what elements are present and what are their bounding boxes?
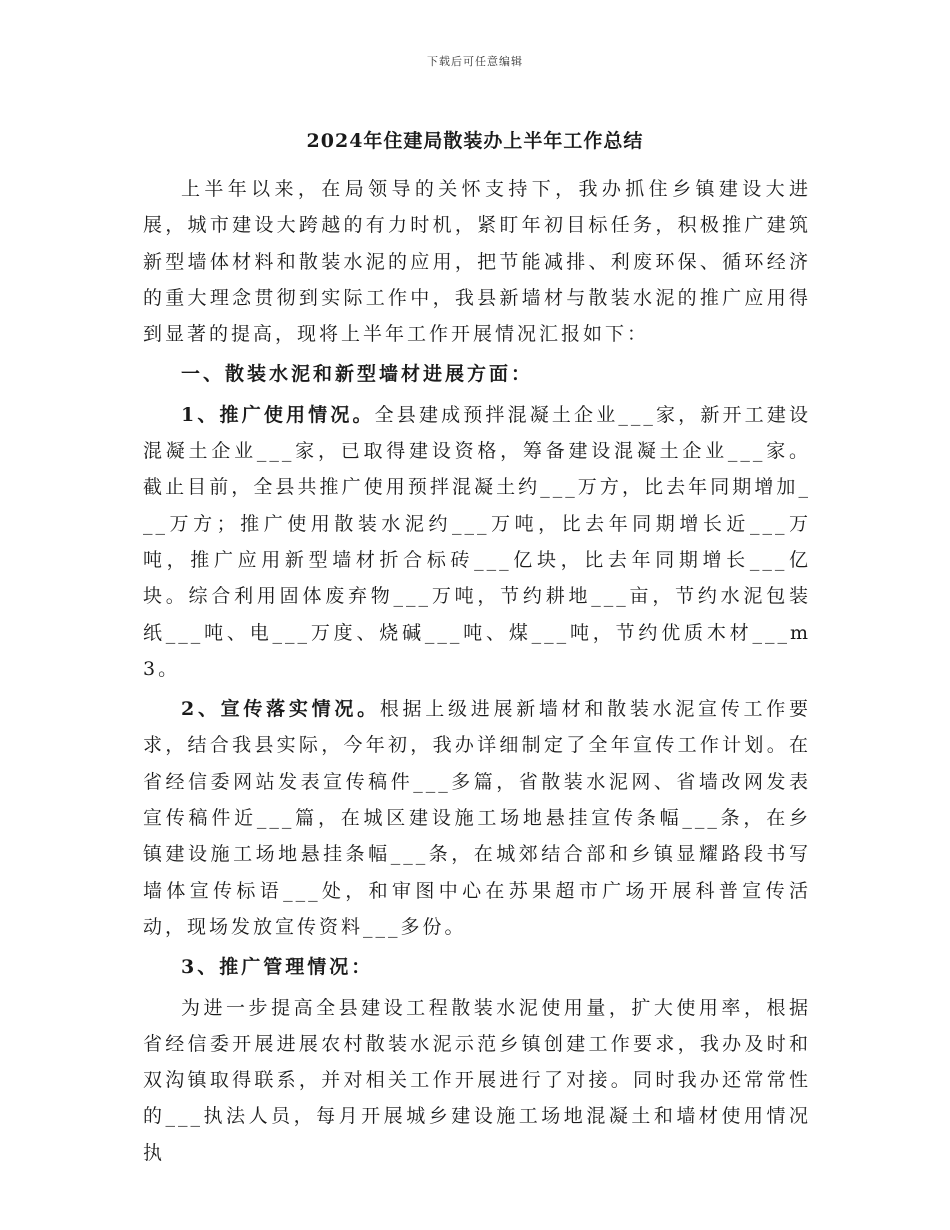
item-1-text: 全县建成预拌混凝土企业___家，新开工建设混凝土企业___家，已取得建设资格，筹备建设混凝土企业___家。截止目前，全县共推广使用预拌混凝土约___万方，比去年同期增加___万方；推广使用散装水泥约___万吨，比去年同期增长近___万吨，推广应用新型墙材折合标砖___亿块，比去年同期增长___亿块。综合利用固体废弃物___万吨，节约耕地___亩，节约水泥包装纸___吨、电___万度、烧碱___吨、煤___吨，节约优质木材___m3。 [143, 403, 811, 680]
section-heading-1: 一、散装水泥和新型墙材进展方面： [181, 363, 534, 386]
item-2-label: 2、宣传落实情况。 [181, 698, 380, 721]
item-3-heading: 3、推广管理情况： [181, 956, 374, 979]
item-2-text: 根据上级进展新墙材和散装水泥宣传工作要求，结合我县实际，今年初，我办详细制定了全年宣传工作计划。在省经信委网站发表宣传稿件___多篇，省散装水泥网、省墙改网发表宣传稿件近___篇，在城区建设施工场地悬挂宣传条幅___条，在乡镇建设施工场地悬挂条幅___条，在城郊结合部和乡镇显耀路段书写墙体宣传标语___处，和审图中心在苏果超市广场开展科普宣传活动，现场发放宣传资料___多份。 [143, 698, 811, 938]
document-title: 2024年住建局散装办上半年工作总结 [306, 130, 644, 152]
intro-paragraph: 上半年以来，在局领导的关怀支持下，我办抓住乡镇建设大进展，城市建设大跨越的有力时机，紧盯年初目标任务，积极推广建筑新型墙体材料和散装水泥的应用，把节能减排、利废环保、循环经济的重大理念贯彻到实际工作中，我县新墙材与散装水泥的推广应用得到显著的提高，现将上半年工作开展情况汇报如下： [143, 178, 811, 346]
document-body [143, 171, 811, 1171]
item-1-label: 1、推广使用情况。 [181, 403, 375, 426]
header-note: 下载后可任意编辑 [427, 55, 523, 68]
item-1-paragraph [143, 397, 811, 687]
item-3-paragraph: 为进一步提高全县建设工程散装水泥使用量，扩大使用率，根据省经信委开展进展农村散装水泥示范乡镇创建工作要求，我办及时和双沟镇取得联系，并对相关工作开展进行了对接。同时我办还常常性的___执法人员，每月开展城乡建设施工场地混凝土和墙材使用情况执 [143, 996, 811, 1164]
item-2-paragraph [143, 691, 811, 945]
